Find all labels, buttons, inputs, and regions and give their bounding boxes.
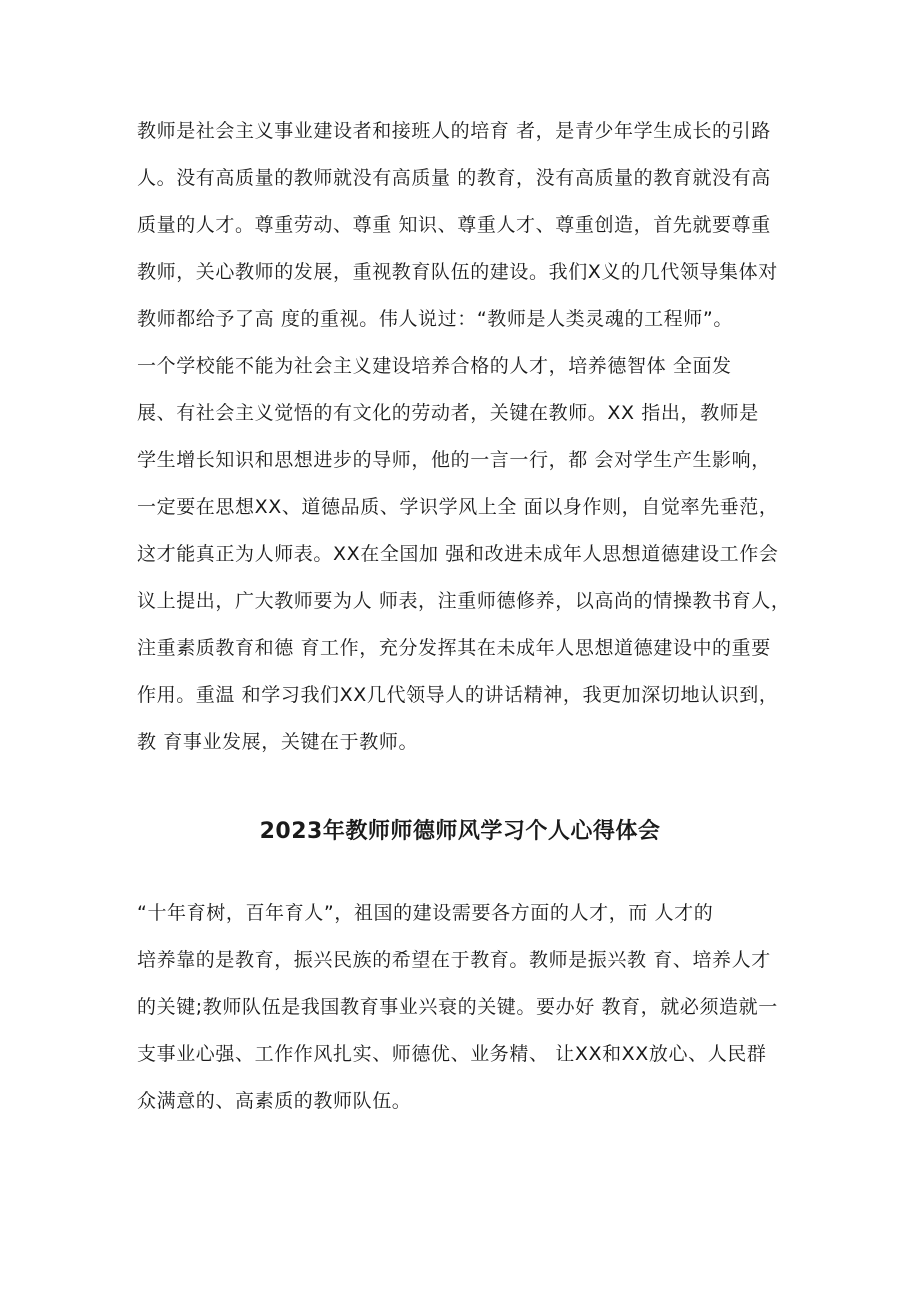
paragraph-2 <box>137 343 797 766</box>
paragraph-1-line: 人。没有高质量的教师就没有高质量 的教育，没有高质量的教育就没有高 <box>137 167 771 189</box>
paragraph-3 <box>137 890 797 1125</box>
paragraph-1-line: 教师都给予了高 度的重视。伟人说过：“教师是人类灵魂的工程师”。 <box>137 308 733 330</box>
paragraph-3-line: “十年育树，百年育人”，祖国的建设需要各方面的人才，而 人才的 <box>137 902 714 924</box>
paragraph-1-line: 教师，关心教师的发展，重视教育队伍的建设。我们X义的几代领导集体对 <box>137 261 778 283</box>
paragraph-3-line: 支事业心强、工作作风扎实、师德优、业务精、 让XX和XX放心、人民群 <box>137 1043 767 1065</box>
paragraph-2-line: 学生增长知识和思想进步的导师，他的一言一行，都 会对学生产生影响， <box>137 449 771 471</box>
paragraph-2-line: 这才能真正为人师表。XX在全国加 强和改进未成年人思想道德建设工作会 <box>137 543 779 565</box>
paragraph-2-line: 教 育事业发展，关键在于教师。 <box>137 731 419 753</box>
paragraph-1-line: 教师是社会主义事业建设者和接班人的培育 者，是青少年学生成长的引路 <box>137 120 771 142</box>
paragraph-3-line: 的关键;教师队伍是我国教育事业兴衰的关键。要办好 教育，就必须造就一 <box>137 996 778 1018</box>
paragraph-2-line: 议上提出，广大教师要为人 师表，注重师德修养，以高尚的情操教书育人， <box>137 590 791 612</box>
paragraph-2-line: 一定要在思想XX、道德品质、学识学风上全 面以身作则，自觉率先垂范， <box>137 496 779 518</box>
paragraph-3-line: 众满意的、高素质的教师队伍。 <box>137 1090 412 1112</box>
paragraph-2-line: 展、有社会主义觉悟的有文化的劳动者，关键在教师。XX 指出，教师是 <box>137 402 759 424</box>
paragraph-2-line: 注重素质教育和德 育工作，充分发挥其在未成年人思想道德建设中的重要 <box>137 637 771 659</box>
paragraph-2-line: 一个学校能不能为社会主义建设培养合格的人才，培养德智体 全面发 <box>137 355 732 377</box>
document-title: 2023年教师师德师风学习个人心得体会 <box>259 819 661 844</box>
paragraph-2-line: 作用。重温 和学习我们XX几代领导人的讲话精神，我更加深切地认识到， <box>137 684 779 706</box>
paragraph-3-line: 培养靠的是教育，振兴民族的希望在于教育。教师是振兴教 育、培养人才 <box>137 949 771 971</box>
paragraph-1-line: 质量的人才。尊重劳动、尊重 知识、尊重人才、尊重创造，首先就要尊重 <box>137 214 771 236</box>
paragraph-1 <box>137 108 797 343</box>
